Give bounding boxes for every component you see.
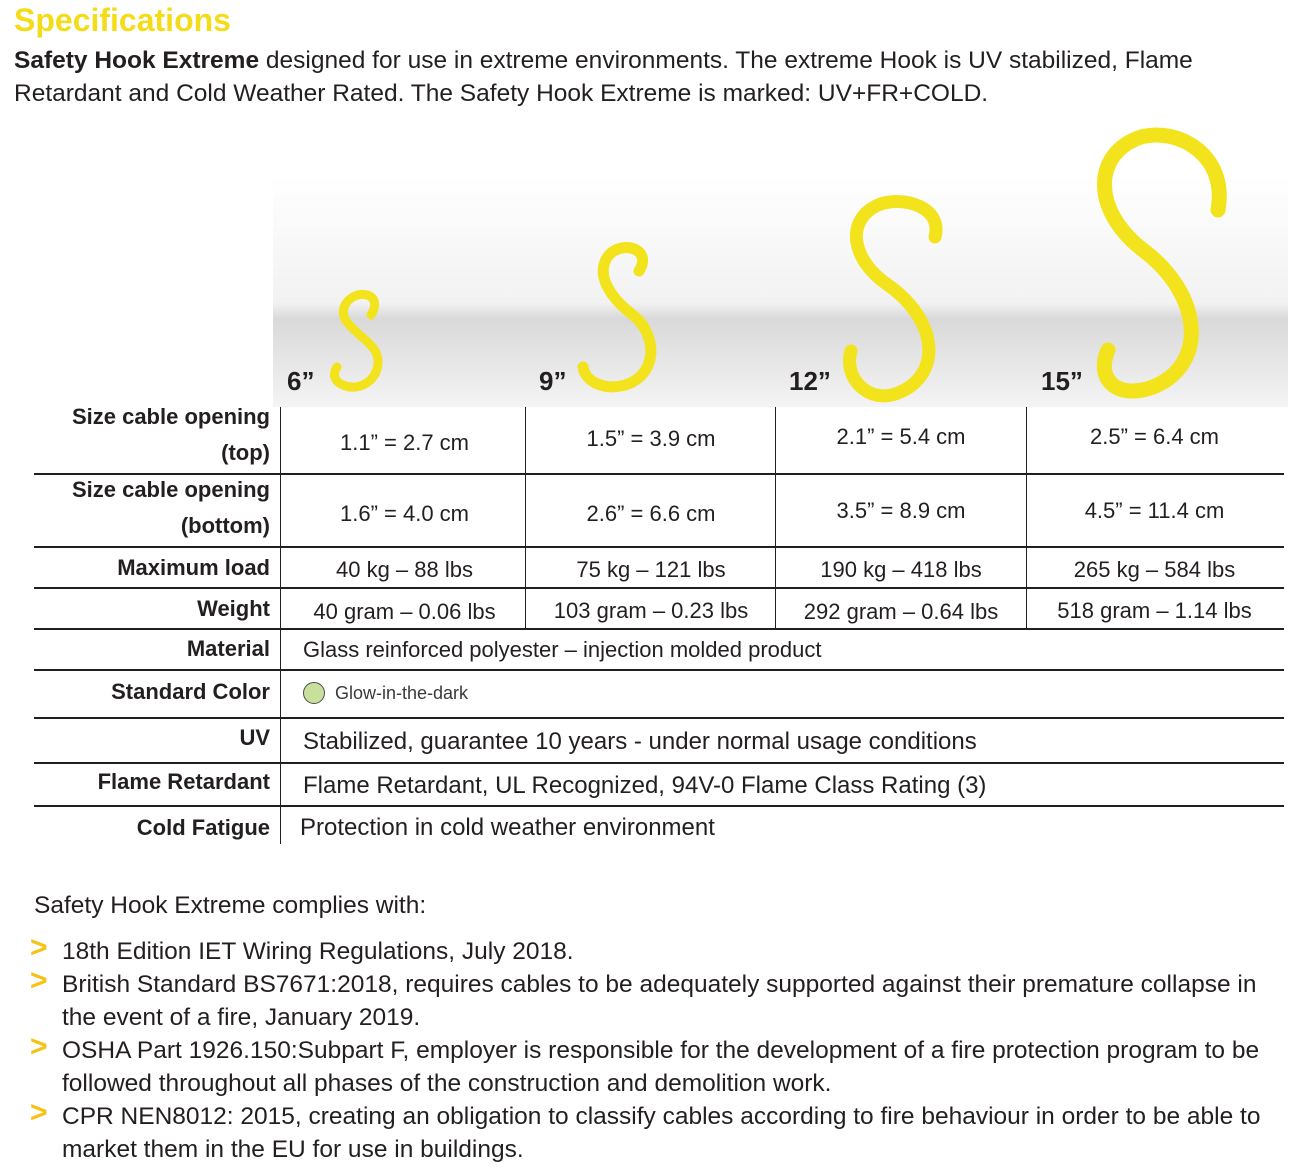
row-label: Material	[186, 636, 270, 661]
table-cell: 40 kg – 88 lbs	[336, 557, 473, 582]
photo-backdrop	[273, 175, 1288, 407]
table-cell: 3.5” = 8.9 cm	[836, 498, 966, 523]
row-divider	[34, 805, 1284, 807]
row-divider	[34, 669, 1284, 671]
row-label: Flame Retardant	[97, 769, 270, 794]
column-divider	[280, 407, 281, 844]
hook-size-label: 9”	[539, 366, 567, 396]
hook-size-label: 6”	[287, 366, 315, 396]
chevron-right-icon: >	[30, 964, 48, 997]
table-cell: 518 gram – 1.14 lbs	[1057, 598, 1252, 623]
chevron-right-icon: >	[30, 1030, 48, 1063]
hook-size-label: 15”	[1041, 366, 1083, 396]
page-title: Specifications	[14, 2, 231, 38]
table-cell: 190 kg – 418 lbs	[820, 557, 982, 582]
table-cell: 4.5” = 11.4 cm	[1084, 498, 1225, 523]
column-divider	[1026, 407, 1027, 629]
row-label: Size cable opening (top)	[71, 404, 270, 465]
table-cell: 2.6” = 6.6 cm	[586, 501, 716, 526]
row-divider	[34, 546, 1284, 548]
compliance-list	[30, 931, 1280, 1166]
table-cell: 292 gram – 0.64 lbs	[803, 599, 999, 624]
intro-text: designed for use in extreme environments. The extreme Hook is UV stabilized, Flame Retardant and Cold Weather Rated. The Safety Hook Extreme is marked: UV+FR+COLD.	[14, 47, 1193, 107]
column-divider	[525, 407, 526, 629]
table-cell: 265 kg – 584 lbs	[1073, 557, 1236, 582]
flame-value: Flame Retardant, UL Recognized, 94V-0 Flame Class Rating (3)	[303, 772, 987, 799]
list-item: > British Standard BS7671:2018, requires cables to be adequately supported against their premature collapse in the event of a fire, January 2019.	[30, 964, 1257, 1031]
chevron-right-icon: >	[30, 931, 48, 964]
list-item: > CPR NEN8012: 2015, creating an obligation to classify cables according to fire behaviour in order to be able to market them in the EU for use in buildings.	[30, 1096, 1261, 1163]
row-divider	[34, 717, 1284, 719]
color-swatch	[303, 682, 325, 704]
row-divider	[34, 628, 1284, 630]
complies-title: Safety Hook Extreme complies with:	[34, 892, 427, 919]
row-label: Standard Color	[111, 679, 270, 704]
row-label: Weight	[197, 596, 270, 621]
column-divider	[775, 407, 776, 629]
table-cell: 75 kg – 121 lbs	[576, 557, 726, 582]
product-name: Safety Hook Extreme	[14, 47, 260, 74]
row-label: Cold Fatigue	[136, 815, 270, 840]
hook-size-label: 12”	[789, 366, 831, 396]
list-item: > 18th Edition IET Wiring Regulations, July 2018.	[30, 931, 574, 965]
row-divider	[34, 587, 1284, 589]
intro-paragraph	[14, 44, 1284, 110]
row-label: Maximum load	[117, 555, 270, 580]
table-cell: 40 gram – 0.06 lbs	[313, 599, 496, 624]
uv-value: Stabilized, guarantee 10 years - under normal usage conditions	[303, 728, 977, 755]
table-cell: 2.1” = 5.4 cm	[836, 424, 966, 449]
row-label: Size cable opening (bottom)	[71, 477, 270, 538]
table-cell: 103 gram – 0.23 lbs	[553, 598, 749, 623]
hook-sizes-image	[273, 115, 1288, 407]
list-item: > OSHA Part 1926.150:Subpart F, employer is responsible for the development of a fire protection program to be followed throughout all phases of the construction and demolition work.	[30, 1030, 1260, 1097]
table-cell: 2.5” = 6.4 cm	[1089, 424, 1219, 449]
material-value: Glass reinforced polyester – injection molded product	[303, 637, 822, 662]
cold-value: Protection in cold weather environment	[300, 814, 715, 841]
chevron-right-icon: >	[30, 1096, 48, 1129]
color-value: Glow-in-the-dark	[335, 683, 469, 703]
hook-sizes-svg	[273, 115, 1288, 407]
row-label: UV	[239, 725, 270, 750]
table-cell: 1.5” = 3.9 cm	[586, 426, 716, 451]
table-cell: 1.1” = 2.7 cm	[339, 430, 469, 455]
table-cell: 1.6” = 4.0 cm	[339, 501, 469, 526]
